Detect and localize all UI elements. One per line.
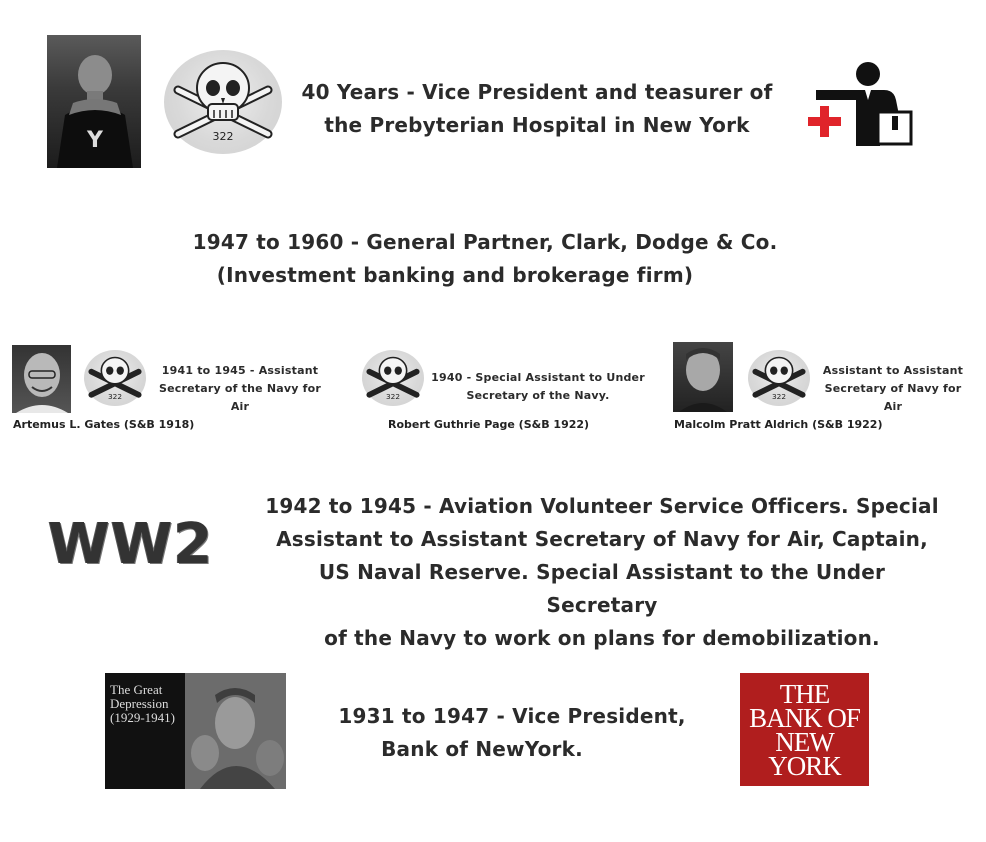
aldrich-desc-line-1: Assistant to Assistant	[822, 364, 964, 377]
athlete-photo	[47, 35, 141, 168]
bny-logo-line-2: BANK OF	[749, 702, 860, 733]
ww2-text	[262, 490, 942, 655]
page-caption: Robert Guthrie Page (S&B 1922)	[388, 418, 590, 431]
bank-line-1: 1931 to 1947 - Vice President,	[338, 704, 686, 728]
skull-number: 322	[771, 392, 787, 402]
aldrich-photo	[673, 342, 733, 412]
hospital-text	[300, 76, 774, 142]
depression-line-1: The Great	[110, 682, 163, 697]
athlete-figure	[47, 35, 141, 168]
aldrich-desc	[818, 362, 968, 416]
ww2-line-3: US Naval Reserve. Special Assistant to the Under Secretary	[318, 560, 886, 617]
bny-logo-line-1: THE	[779, 678, 830, 709]
skull-number: 322	[212, 130, 234, 143]
gates-photo	[12, 345, 71, 413]
skull-crossbones-icon	[362, 350, 424, 406]
page-desc-line-2: Secretary of the Navy.	[466, 389, 610, 402]
ww2-line-1: 1942 to 1945 - Aviation Volunteer Service Officers. Special	[265, 494, 939, 518]
page-desc	[430, 369, 646, 405]
hospital-line-2: the Prebyterian Hospital in New York	[324, 113, 750, 137]
depression-line-3: (1929-1941)	[110, 710, 175, 725]
hospital-line-1: 40 Years - Vice President and teasurer of	[301, 80, 773, 104]
depression-label	[110, 683, 182, 725]
aldrich-caption: Malcolm Pratt Aldrich (S&B 1922)	[674, 418, 883, 431]
clark-dodge-text	[190, 226, 780, 292]
skull-number: 322	[385, 392, 401, 402]
ww2-logo: WW2	[48, 512, 214, 577]
aldrich-desc-line-2: Secretary of Navy for Air	[824, 382, 962, 413]
great-depression-image	[105, 673, 286, 789]
page-desc-line-1: 1940 - Special Assistant to Under	[431, 371, 645, 384]
clark-dodge-line-2: (Investment banking and brokerage firm)	[216, 263, 694, 287]
bank-of-new-york-logo	[740, 673, 869, 786]
bank-line-2: Bank of NewYork.	[381, 737, 583, 761]
skull-number: 322	[107, 392, 123, 402]
hospital-staff-icon	[808, 60, 918, 150]
ww2-line-2: Assistant to Assistant Secretary of Navy for Air, Captain,	[276, 527, 928, 551]
gates-caption: Artemus L. Gates (S&B 1918)	[13, 418, 195, 431]
gates-desc	[150, 362, 330, 416]
bny-logo-line-4: YORK	[768, 750, 841, 781]
bank-text	[330, 700, 694, 766]
skull-crossbones-icon	[84, 350, 146, 406]
gates-desc-line-2: Secretary of the Navy for Air	[158, 382, 321, 413]
jersey-letter: Y	[87, 128, 103, 153]
clark-dodge-line-1: 1947 to 1960 - General Partner, Clark, Dodge & Co.	[192, 230, 778, 254]
skull-crossbones-icon	[748, 350, 810, 406]
gates-desc-line-1: 1941 to 1945 - Assistant	[161, 364, 319, 377]
ww2-line-4: of the Navy to work on plans for demobilization.	[324, 626, 880, 650]
skull-crossbones-icon	[164, 50, 282, 154]
bny-logo-line-3: NEW	[775, 726, 834, 757]
depression-line-2: Depression	[110, 696, 169, 711]
